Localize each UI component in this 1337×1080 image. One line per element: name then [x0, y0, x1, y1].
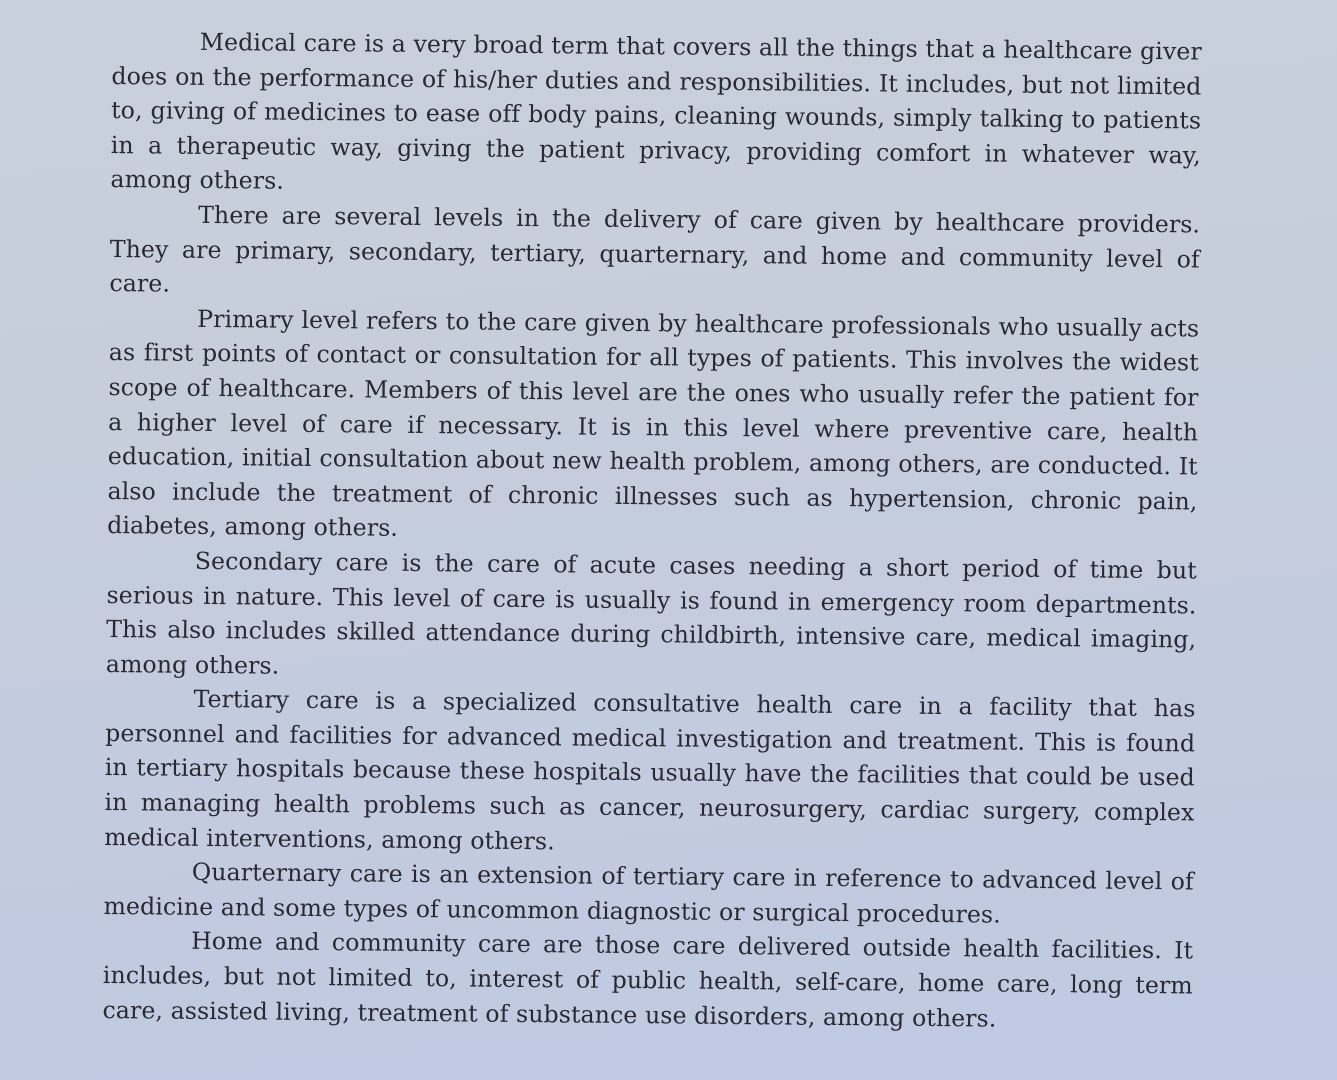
document-page [102, 24, 1202, 1038]
paragraph-tertiary-care: Tertiary care is a specialized consultative health care in a facility that has personnel and facilities for advanced medical investigation and treatment. This is found in tertiary hospitals because these hospitals usually have the facilities that could be used in managing health problems such as cancer, neurosurgery, cardiac surgery, complex medical interventions, among others. [104, 685, 1196, 855]
paragraph-levels-of-care: There are several levels in the delivery of care given by healthcare providers. They are primary, secondary, tertiary, quarternary, and home and community level of care. [109, 200, 1201, 298]
paragraph-quarternary-care: Quarternary care is an extension of tertiary care in reference to advanced level of medicine and some types of uncommon diagnostic or surgical procedures. [103, 858, 1194, 929]
paragraph-medical-care: Medical care is a very broad term that covers all the things that a healthcare giver does on the performance of his/her duties and responsibilities. It includes, but not limited to, giving of medicines to ease off body pains, cleaning wounds, simply talking to patients in a therapeutic way, giving the patient privacy, providing comfort in whatever way, among others. [110, 27, 1202, 196]
paragraph-primary-care: Primary level refers to the care given by healthcare professionals who usually acts as first points of contact or consultation for all types of patients. This involves the widest scope of healthcare. Members of this level are the ones who usually refer the patient for a higher level of care if necessary. It is in this level where preventive care, health education, initial consultation about new health problem, among others, are conducted. It also include the treatment of chronic illnesses such as hypertension, chronic pain, diabetes, among others. [107, 304, 1200, 543]
paragraph-home-community-care: Home and community care are those care delivered outside health facilities. It includes, but not limited to, interest of public health, self-care, home care, long term care, assisted living, treatment of substance use disorders, among others. [102, 927, 1194, 1033]
paragraph-secondary-care: Secondary care is the care of acute cases needing a short period of time but serious in nature. This level of care is usually is found in emergency room departments. This also includes skilled attendance during childbirth, intensive care, medical imaging, among others. [105, 546, 1197, 680]
